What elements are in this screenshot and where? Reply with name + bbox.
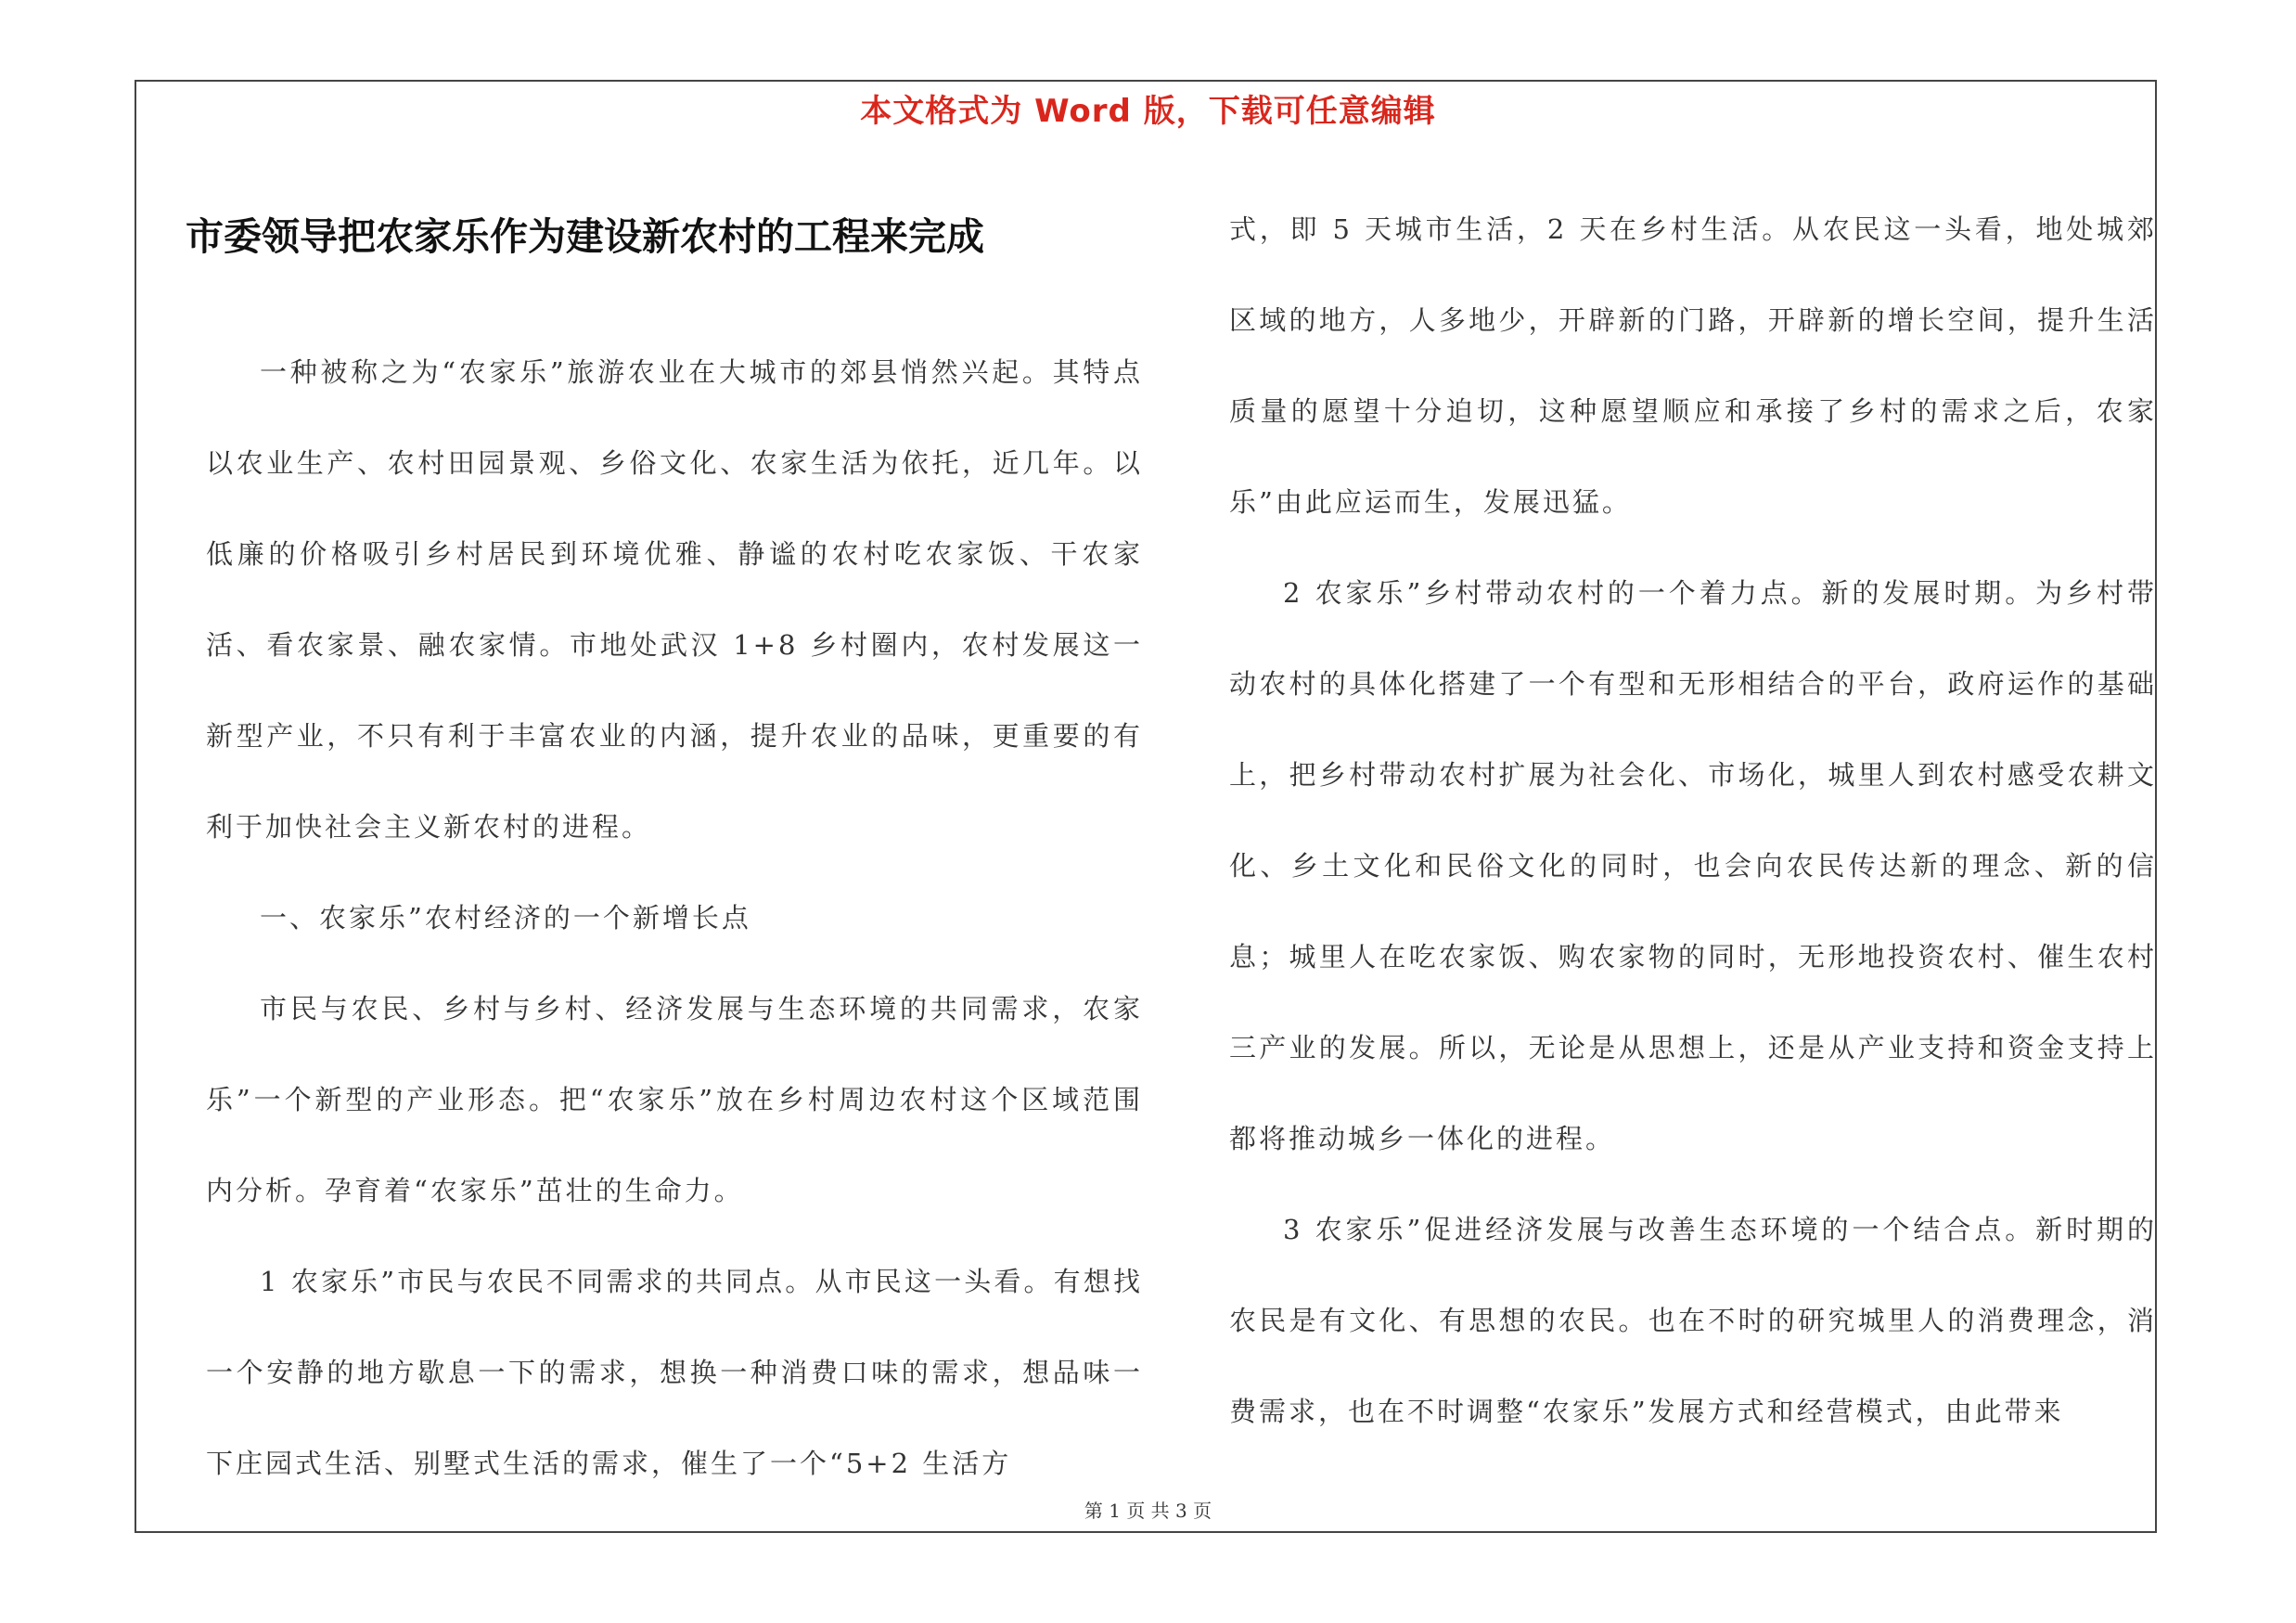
paragraph-point-2: 2 农家乐”乡村带动农村的一个着力点。新的发展时期。为乡村带动农村的具体化搭建了一个有型和无形相结合的平台，政府运作的基础上，把乡村带动农村扩展为社会化、市场化，城里人到农村感受农耕文化、乡土文化和民俗文化的同时，也会向农民传达新的理念、新的信息；城里人在吃农家饭、购农家物的同时，无形地投资农村、催生农村三产业的发展。所以，无论是从思想上，还是从产业支持和资金支持上都将推动城乡一体化的进程。	[1229, 577, 2157, 1154]
paragraph-point-1: 1 农家乐”市民与农民不同需求的共同点。从市民这一头看。有想找一个安静的地方歇息一下的需求，想换一种消费口味的需求，想品味一下庄园式生活、别墅式生活的需求，催生了一个“5+2 生活方	[206, 1266, 1143, 1479]
paragraph-point-3: 3 农家乐”促进经济发展与改善生态环境的一个结合点。新时期的农民是有文化、有思想的农民。也在不时的研究城里人的消费理念，消费需求，也在不时调整“农家乐”发展方式和经营模式，由此带来	[1229, 1214, 2157, 1427]
paragraph-intro: 一种被称之为“农家乐”旅游农业在大城市的郊县悄然兴起。其特点以农业生产、农村田园景观、乡俗文化、农家生活为依托，近几年。以低廉的价格吸引乡村居民到环境优雅、静谧的农村吃农家饭、干农家活、看农家景、融农家情。市地处武汉 1+8 乡村圈内，农村发展这一新型产业，不只有利于丰富农业的内涵，提升农业的品味，更重要的有利于加快社会主义新农村的进程。	[206, 356, 1143, 843]
paragraph-point-1-continued: 式，即 5 天城市生活，2 天在乡村生活。从农民这一头看，地处城郊区域的地方，人多地少，开辟新的门路，开辟新的增长空间，提升生活质量的愿望十分迫切，这种愿望顺应和承接了乡村的需求之后，农家乐”由此应运而生，发展迅猛。	[1229, 213, 2157, 518]
section-heading-1: 一、农家乐”农村经济的一个新增长点	[260, 902, 751, 934]
paragraph-demand: 市民与农民、乡村与乡村、经济发展与生态环境的共同需求，农家乐”一个新型的产业形态。把“农家乐”放在乡村周边农村这个区域范围内分析。孕育着“农家乐”茁壮的生命力。	[206, 993, 1143, 1206]
page-number: 第 1 页 共 3 页	[1084, 1500, 1212, 1522]
right-column	[1229, 184, 2157, 1457]
document-title: 市委领导把农家乐作为建设新农村的工程来完成	[186, 214, 984, 259]
format-banner: 本文格式为 Word 版，下载可任意编辑	[860, 93, 1436, 130]
left-column	[206, 327, 1143, 1509]
